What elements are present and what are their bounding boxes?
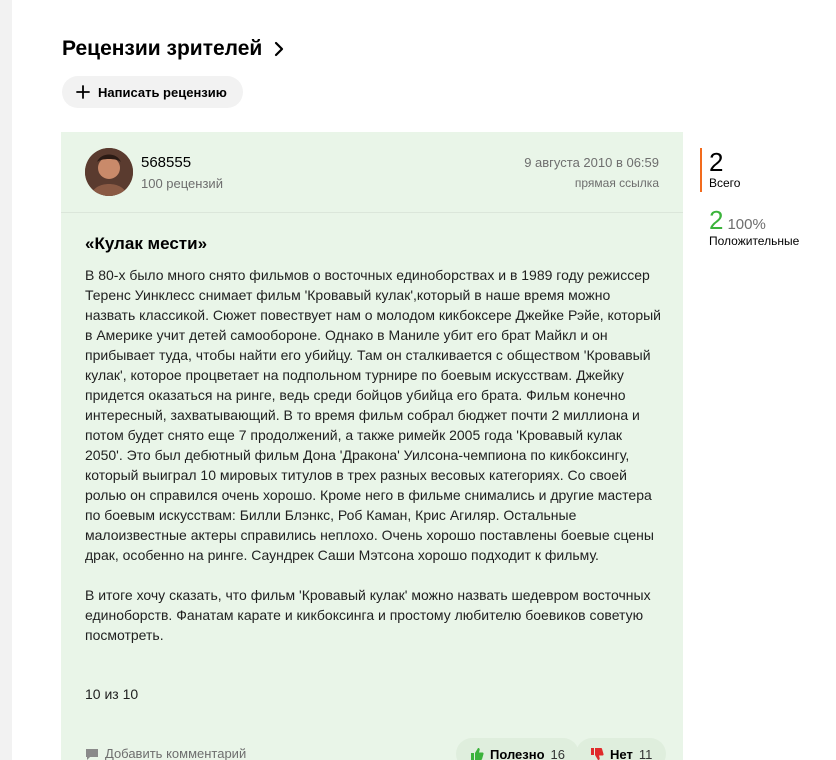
divider: [61, 212, 683, 213]
review-stats: [700, 148, 799, 248]
stat-positive-count: 2: [709, 205, 724, 235]
avatar[interactable]: [85, 148, 133, 196]
left-edge: [0, 0, 12, 760]
chevron-right-icon: [270, 40, 288, 58]
permalink-link[interactable]: прямая ссылка: [574, 176, 659, 190]
review-card: [61, 132, 683, 760]
add-comment-label: Добавить комментарий: [105, 746, 247, 760]
not-useful-count: 11: [638, 746, 653, 760]
stat-positive-label: Положительные: [709, 234, 800, 248]
useful-label: Полезно: [490, 746, 545, 760]
section-title-text: Рецензии зрителей: [62, 37, 263, 60]
stat-positive[interactable]: [700, 206, 799, 248]
review-title: «Кулак мести»: [85, 234, 208, 253]
plus-icon: [76, 85, 90, 99]
comment-icon: [85, 747, 99, 760]
thumb-up-icon: [470, 747, 484, 760]
stat-positive-percent: 100%: [727, 216, 766, 233]
section-title[interactable]: [62, 37, 288, 61]
stat-total-label: Всего: [709, 176, 741, 190]
stat-total-count: 2: [709, 147, 724, 177]
not-useful-button[interactable]: [576, 738, 666, 760]
thumb-down-icon: [590, 747, 604, 760]
review-paragraph: В 80-х было много снято фильмов о восточных единоборствах и в 1989 году режиссер Теренс Уинклесс снимает фильм 'Кровавый кулак',который в наше время можно назвать классикой. Сюжет повествует нам о молодом кикбоксере Джейке Рэйе, который в Америке учит детей самообороне. Однако в Маниле убит его брат Майкл и он прибывает туда, чтобы найти его убийцу. Там он сталкивается с обществом 'Кровавый кулак', которое процветает на подпольном турнире по боевым искусствам. Джейку придется оказаться на ринге, ведь среди бойцов убийца его брата. Фильм конечно интересный, захватывающий. В то время фильм собрал бюджет почти 2 миллиона и потом будет снято еще 7 продолжений, а также римейк 2005 года 'Кровавый кулак 2050'. Это был дебютный фильм Дона 'Дракона' Уилсона-чемпиона по кикбоксингу, который выиграл 10 мировых титулов в трех разных весовых категориях. Со своей ролью он справился очень хорошо. Кроме него в фильме снимались и другие мастера по боевым искусствам: Билли Блэнкс, Роб Каман, Крис Агиляр. Остальные малоизвестные актеры справились неплохо. Очень хорошо поставлены боевые сцены драк, особенно на ринге. Саундрек Саши Мэтсона хорошо подходит к фильму.: [85, 267, 661, 563]
not-useful-label: Нет: [610, 746, 633, 760]
write-review-label: Написать рецензию: [98, 84, 227, 100]
stat-total[interactable]: [700, 148, 799, 192]
write-review-button[interactable]: [62, 76, 243, 108]
add-comment-link[interactable]: [85, 746, 246, 760]
author-reviews-count: 100 рецензий: [141, 176, 223, 191]
avatar-image: [85, 148, 133, 196]
useful-button[interactable]: [456, 738, 579, 760]
review-paragraph: В итоге хочу сказать, что фильм 'Кровавый кулак' можно назвать шедевром восточных единоборств. Фанатам карате и кикбоксинга и простому любителю боевиков советую посмотреть.: [85, 587, 651, 643]
useful-count: 16: [550, 746, 566, 760]
author-name[interactable]: 568555: [141, 154, 192, 171]
review-score: 10 из 10: [85, 686, 139, 702]
review-body: [85, 265, 661, 665]
review-date: 9 августа 2010 в 06:59: [524, 155, 659, 170]
